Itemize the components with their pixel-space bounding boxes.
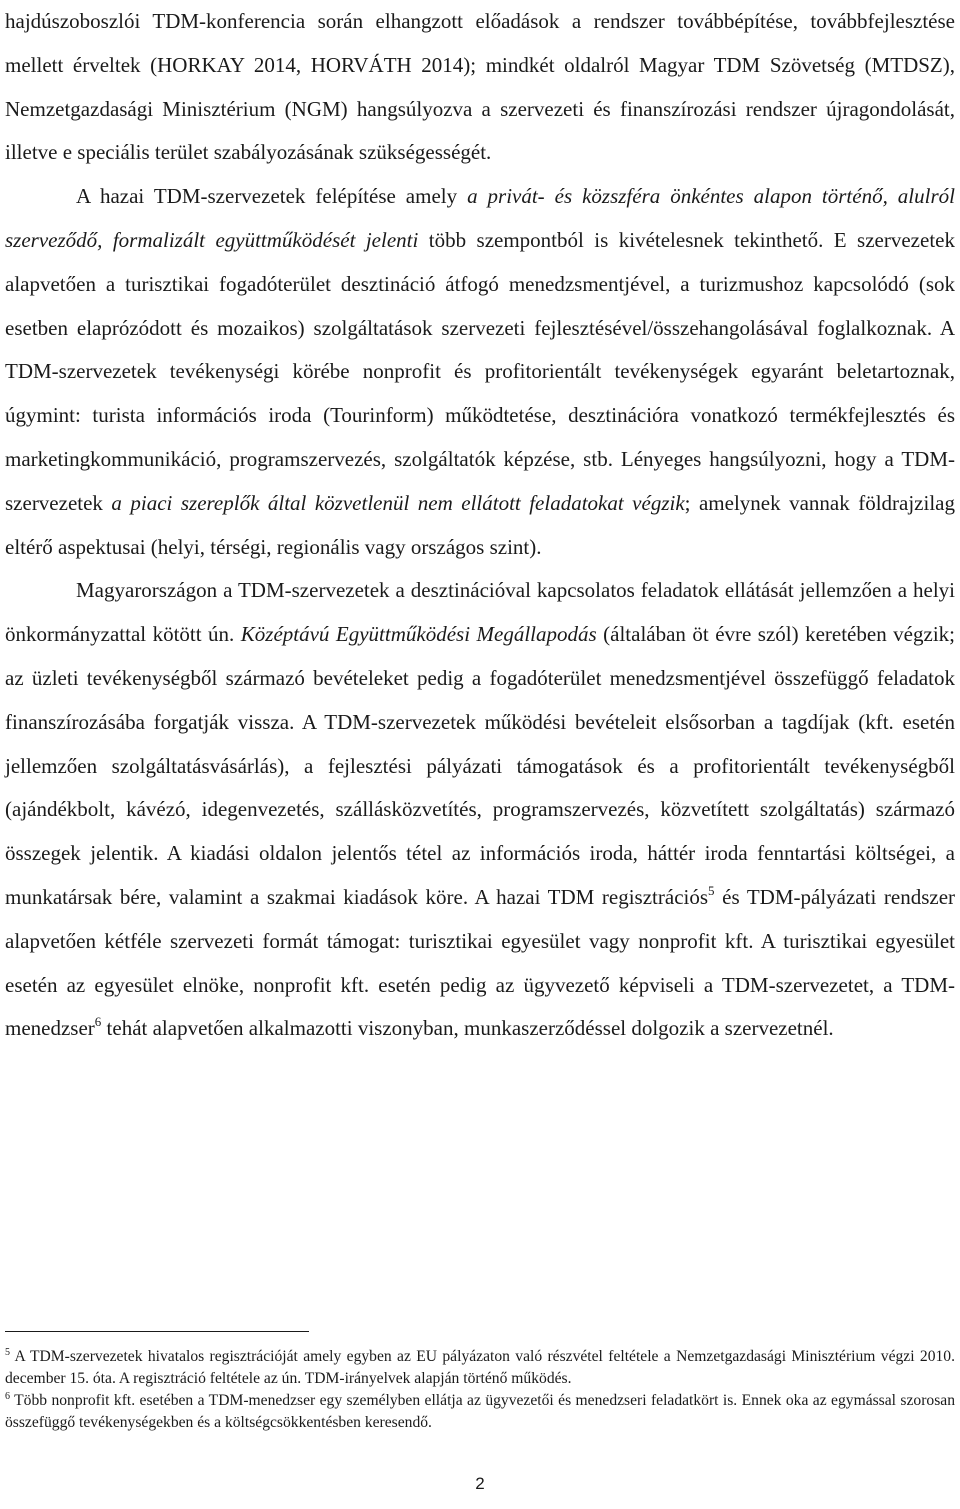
footnote-6-text: Több nonprofit kft. esetében a TDM-menedzser egy személyben ellátja az ügyvezetői és menedzseri feladatkört is. Ennek oka az egymással szorosan összefüggő tevékenységekben és a költségcsökkentésben keresendő. xyxy=(5,1392,955,1431)
p2-text-b: több szempontból is kivételesnek tekinthető. xyxy=(418,227,824,252)
p3-text-c: és TDM-pályázati rendszer alapvetően kétféle szervezeti formát támogat: turisztikai egyesület vagy nonprofit kft. A turisztikai egyesület esetén az egyesület elnöke, nonprofit kft. esetén pedig az ügyvezető képviseli a TDM-szervezetet, a TDM-menedzser xyxy=(5,884,956,1041)
paragraph-3 xyxy=(5,569,955,1051)
footnote-ref-5[interactable]: 5 xyxy=(708,882,715,898)
paragraph-1 xyxy=(5,0,955,175)
paragraph-1-text: hajdúszoboszlói TDM-konferencia során elhangzott előadások a rendszer továbbépítése, továbbfejlesztése mellett érveltek (HORKAY 2014, HORVÁTH 2014); mindkét oldalról Magyar TDM Szövetség (MTDSZ), Nemzetgazdasági Minisztérium (NGM) hangsúlyozva a szervezeti és finanszírozási rendszer újragondolását, illetve e speciális terület szabályozásának szükségességét. xyxy=(5,9,955,165)
p2-emphasis-1: a privát- és közszféra önkéntes alapon történő, alulról szerveződő, formalizált együttműködését jelenti xyxy=(5,184,955,252)
footnote-separator xyxy=(5,1331,309,1332)
p2-emphasis-2: a piaci szereplők által közvetlenül nem ellátott feladatokat végzik xyxy=(111,490,685,515)
p2-text-a: A hazai TDM-szervezetek felépítése amely xyxy=(76,184,468,209)
p3-text-b: (általában öt évre szól) keretében végzik; az üzleti tevékenységből származó bevételeket pedig a fogadóterület menedzsmentjével összefüggő feladatok finanszírozásába forgatják vissza. A TDM-szervezetek működési bevételeit elsősorban a tagdíjak (kft. esetén jellemzően szolgáltatásvásárlás), a fejlesztési pályázati támogatások és a profitorientált tevékenységből (ajándékbolt, kávézó, idegenvezetés, szállásközvetítés, programszervezés, közvetített szolgáltatás) származó összegek jelentik. A kiadási oldalon jelentős tétel az információs iroda, háttér iroda fenntartási költségei, a munkatársak bére, valamint a szakmai kiadások köre. A hazai TDM regisztrációs xyxy=(5,622,955,909)
footnote-ref-6[interactable]: 6 xyxy=(94,1014,102,1030)
footnote-mark-5: 5 xyxy=(5,1347,10,1358)
footnote-5 xyxy=(5,1346,955,1390)
p2-text-d: ; amelynek vannak földrajzilag eltérő aspektusai (helyi, térségi, regionális vagy országos szint). xyxy=(5,490,955,559)
paragraph-2 xyxy=(5,175,955,569)
document-page xyxy=(5,0,955,1051)
footnotes xyxy=(5,1346,955,1434)
footnote-mark-6: 6 xyxy=(5,1391,10,1402)
footnote-6 xyxy=(5,1390,955,1434)
p3-text-d: tehát alapvetően alkalmazotti viszonyban, munkaszerződéssel dolgozik a szervezetnél. xyxy=(101,1016,834,1041)
body-text xyxy=(5,0,955,1051)
p3-emphasis: Középtávú Együttműködési Megállapodás xyxy=(240,622,597,647)
page-number: 2 xyxy=(475,1474,485,1493)
p2-text-c: E szervezetek alapvetően a turisztikai fogadóterület desztináció átfogó menedzsmentjével, a turizmushoz kapcsolódó (sok esetben elaprózódott és mozaikos) szolgáltatások szervezeti fejlesztésével/összehangolásával foglalkoznak. A TDM-szervezetek tevékenységi körébe nonprofit és profitorientált tevékenységek egyaránt beletartoznak, úgymint: turista információs iroda (Tourinform) működtetése, desztinációra vonatkozó termékfejlesztés és marketingkommunikáció, programszervezés, szolgáltatók képzése, stb. Lényeges hangsúlyozni, hogy a TDM-szervezetek xyxy=(5,227,955,515)
p3-text-a: Magyarországon a TDM-szervezetek a desztinációval kapcsolatos feladatok ellátását jellemzően a helyi önkormányzattal kötött ún. xyxy=(5,578,955,647)
footnote-5-text: A TDM-szervezetek hivatalos regisztrációját amely egyben az EU pályázaton való részvétel feltétele a Nemzetgazdasági Minisztérium végzi 2010. december 15. óta. A regisztráció feltétele az ún. TDM-irányelvek alapján történő működés. xyxy=(5,1348,955,1387)
